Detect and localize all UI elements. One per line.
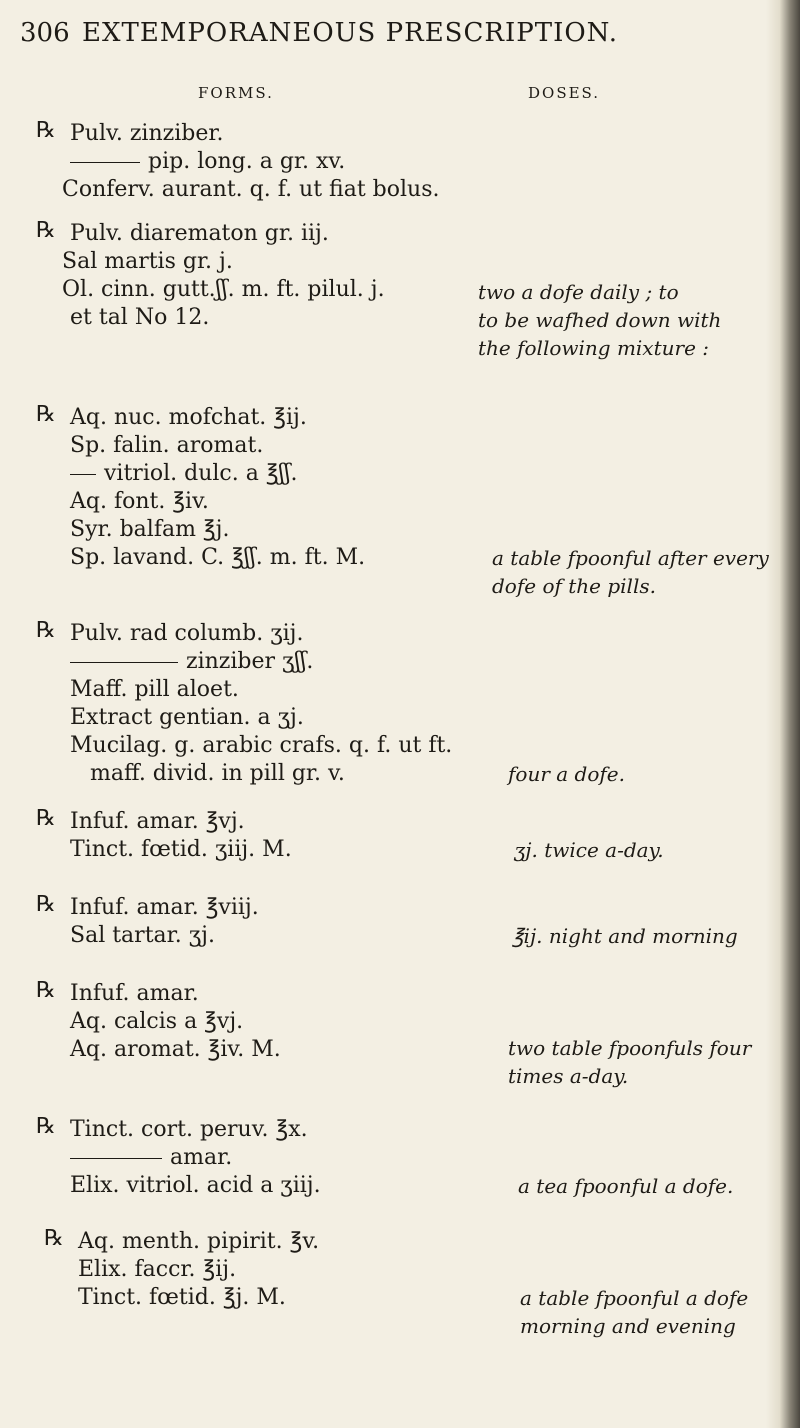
dose-line: ℥ij. night and morning [512,924,738,948]
page-number: 306 [20,18,70,48]
rx-line: Maff. pill aloet. [70,677,239,702]
rx-line: Aq. menth. pipirit. ℥v. [78,1229,320,1254]
rx-line: Pulv. rad columb. ʒij. [70,621,304,646]
dose-5 [514,836,664,864]
rx-line: Tinct. cort. peruv. ℥x. [70,1117,308,1142]
dose-line: a table fpoonful after every [492,546,769,570]
rx-line: et tal No 12. [70,305,210,330]
rx-symbol: ℞ [36,118,56,143]
dose-8 [518,1172,733,1200]
rx-line: Infuf. amar. ℥viij. [70,895,259,920]
rx-line: Sp. lavand. C. ℥ʃʃ. m. ft. M. [70,545,366,570]
rx-symbol: ℞ [36,806,56,831]
rx-line: Infuf. amar. ℥vj. [70,809,245,834]
rx-line: Aq. aromat. ℥iv. M. [70,1037,281,1062]
dose-line: times a-day. [508,1064,629,1088]
rx-symbol: ℞ [36,218,56,243]
running-title: EXTEMPORANEOUS PRESCRIPTION. [82,18,619,48]
rx-line: Aq. font. ℥iv. [70,489,209,514]
rx-line: Pulv. zinziber. [70,121,224,146]
rx-line: zinziber ʒʃʃ. [186,649,314,674]
rx-symbol: ℞ [36,978,56,1003]
rx-line: Tinct. fœtid. ʒiij. M. [70,837,292,862]
rx-line: Elix. vitriol. acid a ʒiij. [70,1173,321,1198]
dose-7 [508,1034,751,1090]
dose-line: two table fpoonfuls four [508,1036,752,1060]
rx-line: vitriol. dulc. a ℥ʃʃ. [104,461,298,486]
rx-symbol: ℞ [36,618,56,643]
dose-line: dofe of the pills. [492,574,656,598]
dose-line: ʒj. twice a-day. [514,838,664,862]
rx-line: Syr. balfam ℥j. [70,517,230,542]
rx-line: pip. long. a gr. xv. [148,149,346,174]
rx-symbol: ℞ [36,402,56,427]
rx-line: Ol. cinn. gutt.ʃʃ. m. ft. pilul. j. [62,277,385,302]
rx-line: Aq. nuc. mofchat. ℥ij. [70,405,307,430]
rx-line: Sal martis gr. j. [62,249,233,274]
dose-line: a table fpoonful a dofe [520,1286,749,1310]
dose-2 [478,278,721,362]
rx-line: Pulv. diarematon gr. iij. [70,221,329,246]
rx-line: Sp. falin. aromat. [70,433,264,458]
rx-line: maff. divid. in pill gr. v. [90,761,345,786]
rx-line: Elix. faccr. ℥ij. [78,1257,237,1282]
rx-symbol: ℞ [36,1114,56,1139]
dose-line: four a dofe. [508,762,625,786]
doses-column-heading: DOSES. [528,84,601,102]
dose-4 [508,760,625,788]
dose-line: the following mixture : [478,336,709,360]
rx-line: Sal tartar. ʒj. [70,923,215,948]
dose-line: two a dofe daily ; to [478,280,679,304]
rx-symbol: ℞ [36,892,56,917]
dose-9 [520,1284,748,1340]
page-edge-shadow [766,0,800,1428]
rx-line: Conferv. aurant. q. f. ut fiat bolus. [62,177,440,202]
dose-line: morning and evening [520,1314,736,1338]
dose-6 [512,922,738,950]
rx-line: Aq. calcis a ℥vj. [70,1009,244,1034]
dose-line: to be wafhed down with [478,308,722,332]
rx-symbol: ℞ [44,1226,64,1251]
page-header [20,18,760,58]
rx-line: Tinct. fœtid. ℥j. M. [78,1285,286,1310]
rx-line: Infuf. amar. [70,981,199,1006]
rx-line: Extract gentian. a ʒj. [70,705,304,730]
rx-line: amar. [170,1145,233,1170]
rx-line: Mucilag. g. arabic crafs. q. f. ut ft. [70,733,453,758]
dose-line: a tea fpoonful a dofe. [518,1174,734,1198]
dose-3 [492,544,769,600]
forms-column-heading: FORMS. [198,84,274,102]
